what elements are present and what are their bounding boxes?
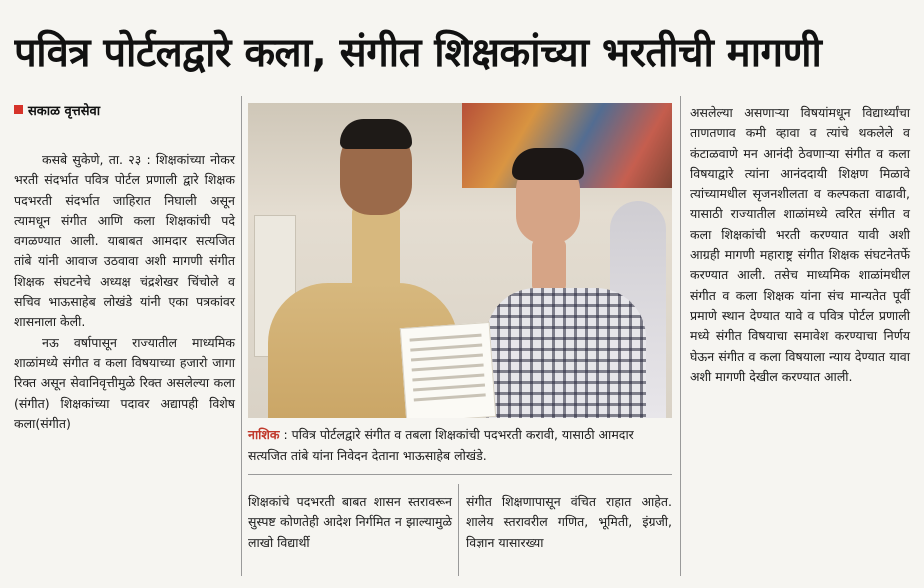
article-column-1 bbox=[14, 150, 235, 434]
photo-person-2-hair bbox=[512, 148, 584, 180]
byline bbox=[14, 103, 100, 121]
article-paragraph-1: कसबे सुकेणे, ता. २३ : शिक्षकांच्या नोकर भरती संदर्भात पवित्र पोर्टल प्रणाली द्वारे शिक्षक पदभरती संदर्भात जाहिरात निघाली असून त्यामधून संगीत आणि कला शिक्षकांची पदे वगळण्यात आली. याबाबत आमदार सत्यजित तांबे यांनी आवाज उठवावा अशी मागणी संगीत शिक्षक संघटनेचे अध्यक्ष चंद्रशेखर चिंचोले व सचिव भाऊसाहेब लोखंडे यांनी एका पत्रकांवर शासनाला केली. bbox=[14, 152, 235, 330]
photo-person-2-checked-shirt bbox=[486, 288, 646, 418]
caption-text: : पवित्र पोर्टलद्वारे संगीत व तबला शिक्षकांची पदभरती करावी, यासाठी आमदार सत्यजित तांबे यांना निवेदन देताना भाऊसाहेब लोखंडे. bbox=[248, 427, 634, 463]
article-paragraph-2: नऊ वर्षापासून राज्यातील माध्यमिक शाळांमध्ये संगीत व कला विषयाच्या हजारो जागा रिक्त असून सेवानिवृत्तीमुळे रिक्त असलेल्या कला (संगीत) शिक्षकांच्या पदावर अद्यापही विशेष कला(संगीत) bbox=[14, 334, 235, 431]
caption-place: नाशिक bbox=[248, 427, 280, 442]
photo-person-1-hair bbox=[340, 119, 412, 149]
caption-divider bbox=[248, 474, 672, 475]
photo-caption bbox=[248, 424, 672, 468]
column-divider bbox=[458, 484, 459, 576]
article-column-3 bbox=[466, 492, 672, 553]
article-column-4 bbox=[690, 103, 910, 387]
photo-person-2-neck bbox=[532, 238, 566, 293]
byline-text: सकाळ वृत्तसेवा bbox=[28, 104, 101, 119]
headline: पवित्र पोर्टलद्वारे कला, संगीत शिक्षकांच्या भरतीची मागणी bbox=[14, 30, 822, 76]
column-divider bbox=[680, 96, 681, 576]
article-paragraph-3: शिक्षकांचे पदभरती बाबत शासन स्तरावरून सुस्पष्ट कोणतेही आदेश निर्गमित न झाल्यामुळे लाखो विद्यार्थी bbox=[248, 494, 452, 550]
article-paragraph-4: संगीत शिक्षणापासून वंचित राहात आहेत. शालेय स्तरावरील गणित, भूमिती, इंग्रजी, विज्ञान यासारख्या bbox=[466, 494, 672, 550]
byline-marker bbox=[14, 105, 23, 114]
article-paragraph-5: असलेल्या असणाऱ्या विषयांमधून विद्यार्थ्यांचा ताणतणाव कमी व्हावा व त्यांचे थकलेले व कंटाळवाणे मन आनंदी ठेवणाऱ्या संगीत व कला विषयाद्वारे त्यांना आनंददायी शिक्षण मिळावे त्यांच्यामधील सृजनशीलता व कल्पकता वाढावी, यासाठी राज्यातील शाळांमध्ये त्वरित संगीत व कला शिक्षकांची भरती करण्यात यावी अशी आग्रही मागणी महाराष्ट्र संगीत शिक्षक संघटनेतर्फे करण्यात आली. तसेच माध्यमिक शाळांमधील संगीत व कला शिक्षक यांना संच मान्यतेत पूर्वी प्रमाणे स्थान देण्यात यावे व पवित्र पोर्टल प्रणाली मध्ये संगीत विषयाचा समावेश करण्याचा निर्णय घेऊन संगीत व कला विषयाला न्याय देण्यात यावा अशी मागणी देखील करण्यात आली. bbox=[690, 105, 910, 384]
news-photo bbox=[248, 103, 672, 418]
article-column-2 bbox=[248, 492, 452, 553]
photo-memorandum-letter bbox=[400, 322, 496, 418]
photo-person-1-neck bbox=[352, 203, 400, 293]
column-divider bbox=[241, 96, 242, 576]
